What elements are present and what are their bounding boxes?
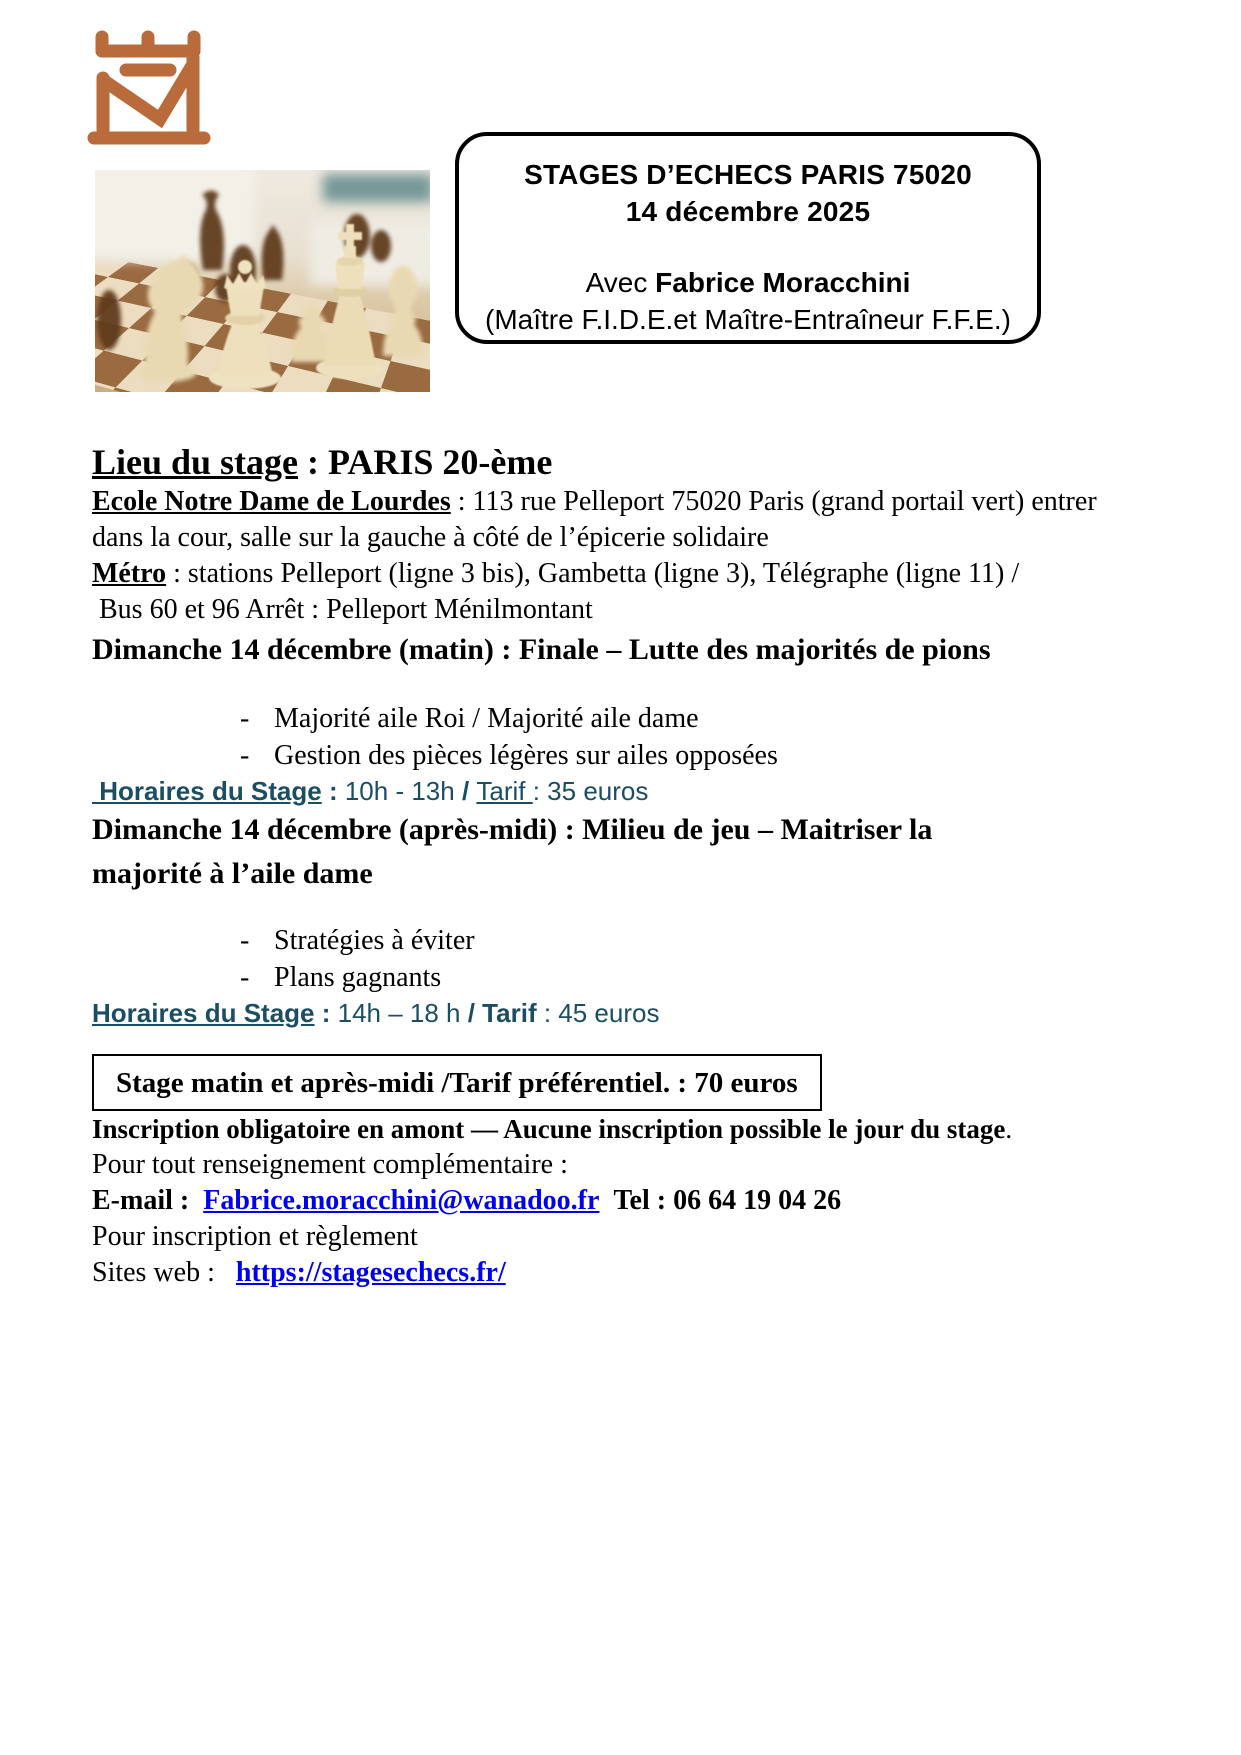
flyer-body xyxy=(92,440,1152,1291)
tarif-label: Tarif xyxy=(476,776,533,806)
schedule-label: Horaires du Stage xyxy=(92,998,315,1028)
coach-line xyxy=(459,264,1037,301)
email-label: E-mail : xyxy=(92,1185,204,1216)
schedule-time: 10h - 13h xyxy=(344,776,455,806)
metro-line2: Bus 60 et 96 Arrêt : Pelleport Ménilmontant xyxy=(92,594,593,625)
bullet-text: Majorité aile Roi / Majorité aile dame xyxy=(274,703,699,734)
combo-price-box: Stage matin et après-midi /Tarif préférentiel. : 70 euros xyxy=(92,1054,822,1111)
school-paragraph xyxy=(92,484,1152,556)
morning-session-heading: Dimanche 14 décembre (matin) : Finale – Lutte des majorités de pions xyxy=(92,633,991,666)
list-item xyxy=(92,959,1152,996)
registration-notice xyxy=(92,1111,1152,1147)
school-line1: : 113 rue Pelleport 75020 Paris (grand portail vert) entrer xyxy=(450,486,1097,517)
metro-label: Métro xyxy=(92,558,167,589)
schedule-label: Horaires du Stage xyxy=(92,776,322,806)
stage-title: STAGES D’ECHECS PARIS 75020 xyxy=(524,159,972,190)
phone-number: Tel : 06 64 19 04 26 xyxy=(599,1185,842,1216)
websites-label: Sites web : xyxy=(92,1257,236,1288)
schedule-slash: / xyxy=(454,776,477,806)
coach-titles: (Maître F.I.D.E.et Maître-Entraîneur F.F.E.) xyxy=(485,304,1011,335)
bullet-text: Plans gagnants xyxy=(274,962,442,993)
chess-pieces-photo xyxy=(95,170,430,392)
afternoon-heading-line1: Dimanche 14 décembre (après-midi) : Milieu de jeu – Maitriser la xyxy=(92,813,933,846)
bullet-text: Gestion des pièces légères sur ailes opposées xyxy=(274,740,778,771)
school-line2: dans la cour, salle sur la gauche à côté de l’épicerie solidaire xyxy=(92,522,769,553)
location-heading-label: Lieu du stage xyxy=(92,442,299,482)
coach-prefix: Avec xyxy=(585,267,656,298)
location-heading-value: : PARIS 20-ème xyxy=(298,442,553,482)
info-line: Pour tout renseignement complémentaire : xyxy=(92,1149,568,1180)
schedule-time: 14h – 18 h xyxy=(337,998,461,1028)
stage-date: 14 décembre 2025 xyxy=(625,196,871,227)
bullet-dash: - xyxy=(240,740,250,771)
morning-schedule-line xyxy=(92,774,1152,808)
bullet-dash: - xyxy=(240,962,250,993)
bullet-dash: - xyxy=(240,925,250,956)
websites-line xyxy=(92,1255,1152,1291)
registration-notice-period: . xyxy=(1005,1114,1013,1144)
email-line xyxy=(92,1183,1152,1219)
morning-bullet-list xyxy=(92,700,1152,774)
tarif-value: : 35 euros xyxy=(532,776,649,806)
tarif-label: / Tarif xyxy=(460,998,537,1028)
list-item xyxy=(92,922,1152,959)
registration-notice-bold: Inscription obligatoire en amont — Aucune inscription possible le jour du stage xyxy=(92,1114,1006,1144)
afternoon-session-heading xyxy=(92,808,1152,896)
chess-pieces-illustration xyxy=(95,170,430,392)
title-box-spacer xyxy=(459,230,1037,264)
metro-line1: : stations Pelleport (ligne 3 bis), Gambetta (ligne 3), Télégraphe (ligne 11) / xyxy=(166,558,1020,589)
list-item xyxy=(92,737,1152,774)
list-item xyxy=(92,700,1152,737)
coach-name: Fabrice Moracchini xyxy=(655,267,911,298)
bullet-text: Stratégies à éviter xyxy=(274,925,475,956)
title-box xyxy=(455,132,1041,344)
afternoon-heading-line2: majorité à l’aile dame xyxy=(92,857,373,890)
schedule-colon: : xyxy=(314,998,338,1028)
school-label: Ecole Notre Dame de Lourdes xyxy=(92,486,451,517)
schedule-colon: : xyxy=(321,776,345,806)
combo-price-row xyxy=(92,1054,1152,1111)
location-heading xyxy=(92,440,1152,484)
payment-line: Pour inscription et règlement xyxy=(92,1221,418,1252)
metro-paragraph xyxy=(92,556,1152,628)
tarif-value: : 45 euros xyxy=(536,998,660,1028)
email-link[interactable]: Fabrice.moracchini@wanadoo.fr xyxy=(203,1185,600,1216)
afternoon-schedule-line xyxy=(92,996,1152,1030)
bullet-dash: - xyxy=(240,703,250,734)
website-link[interactable]: https://stagesechecs.fr/ xyxy=(235,1257,506,1288)
afternoon-bullet-list xyxy=(92,922,1152,996)
logo-m-crown-icon xyxy=(86,26,212,150)
